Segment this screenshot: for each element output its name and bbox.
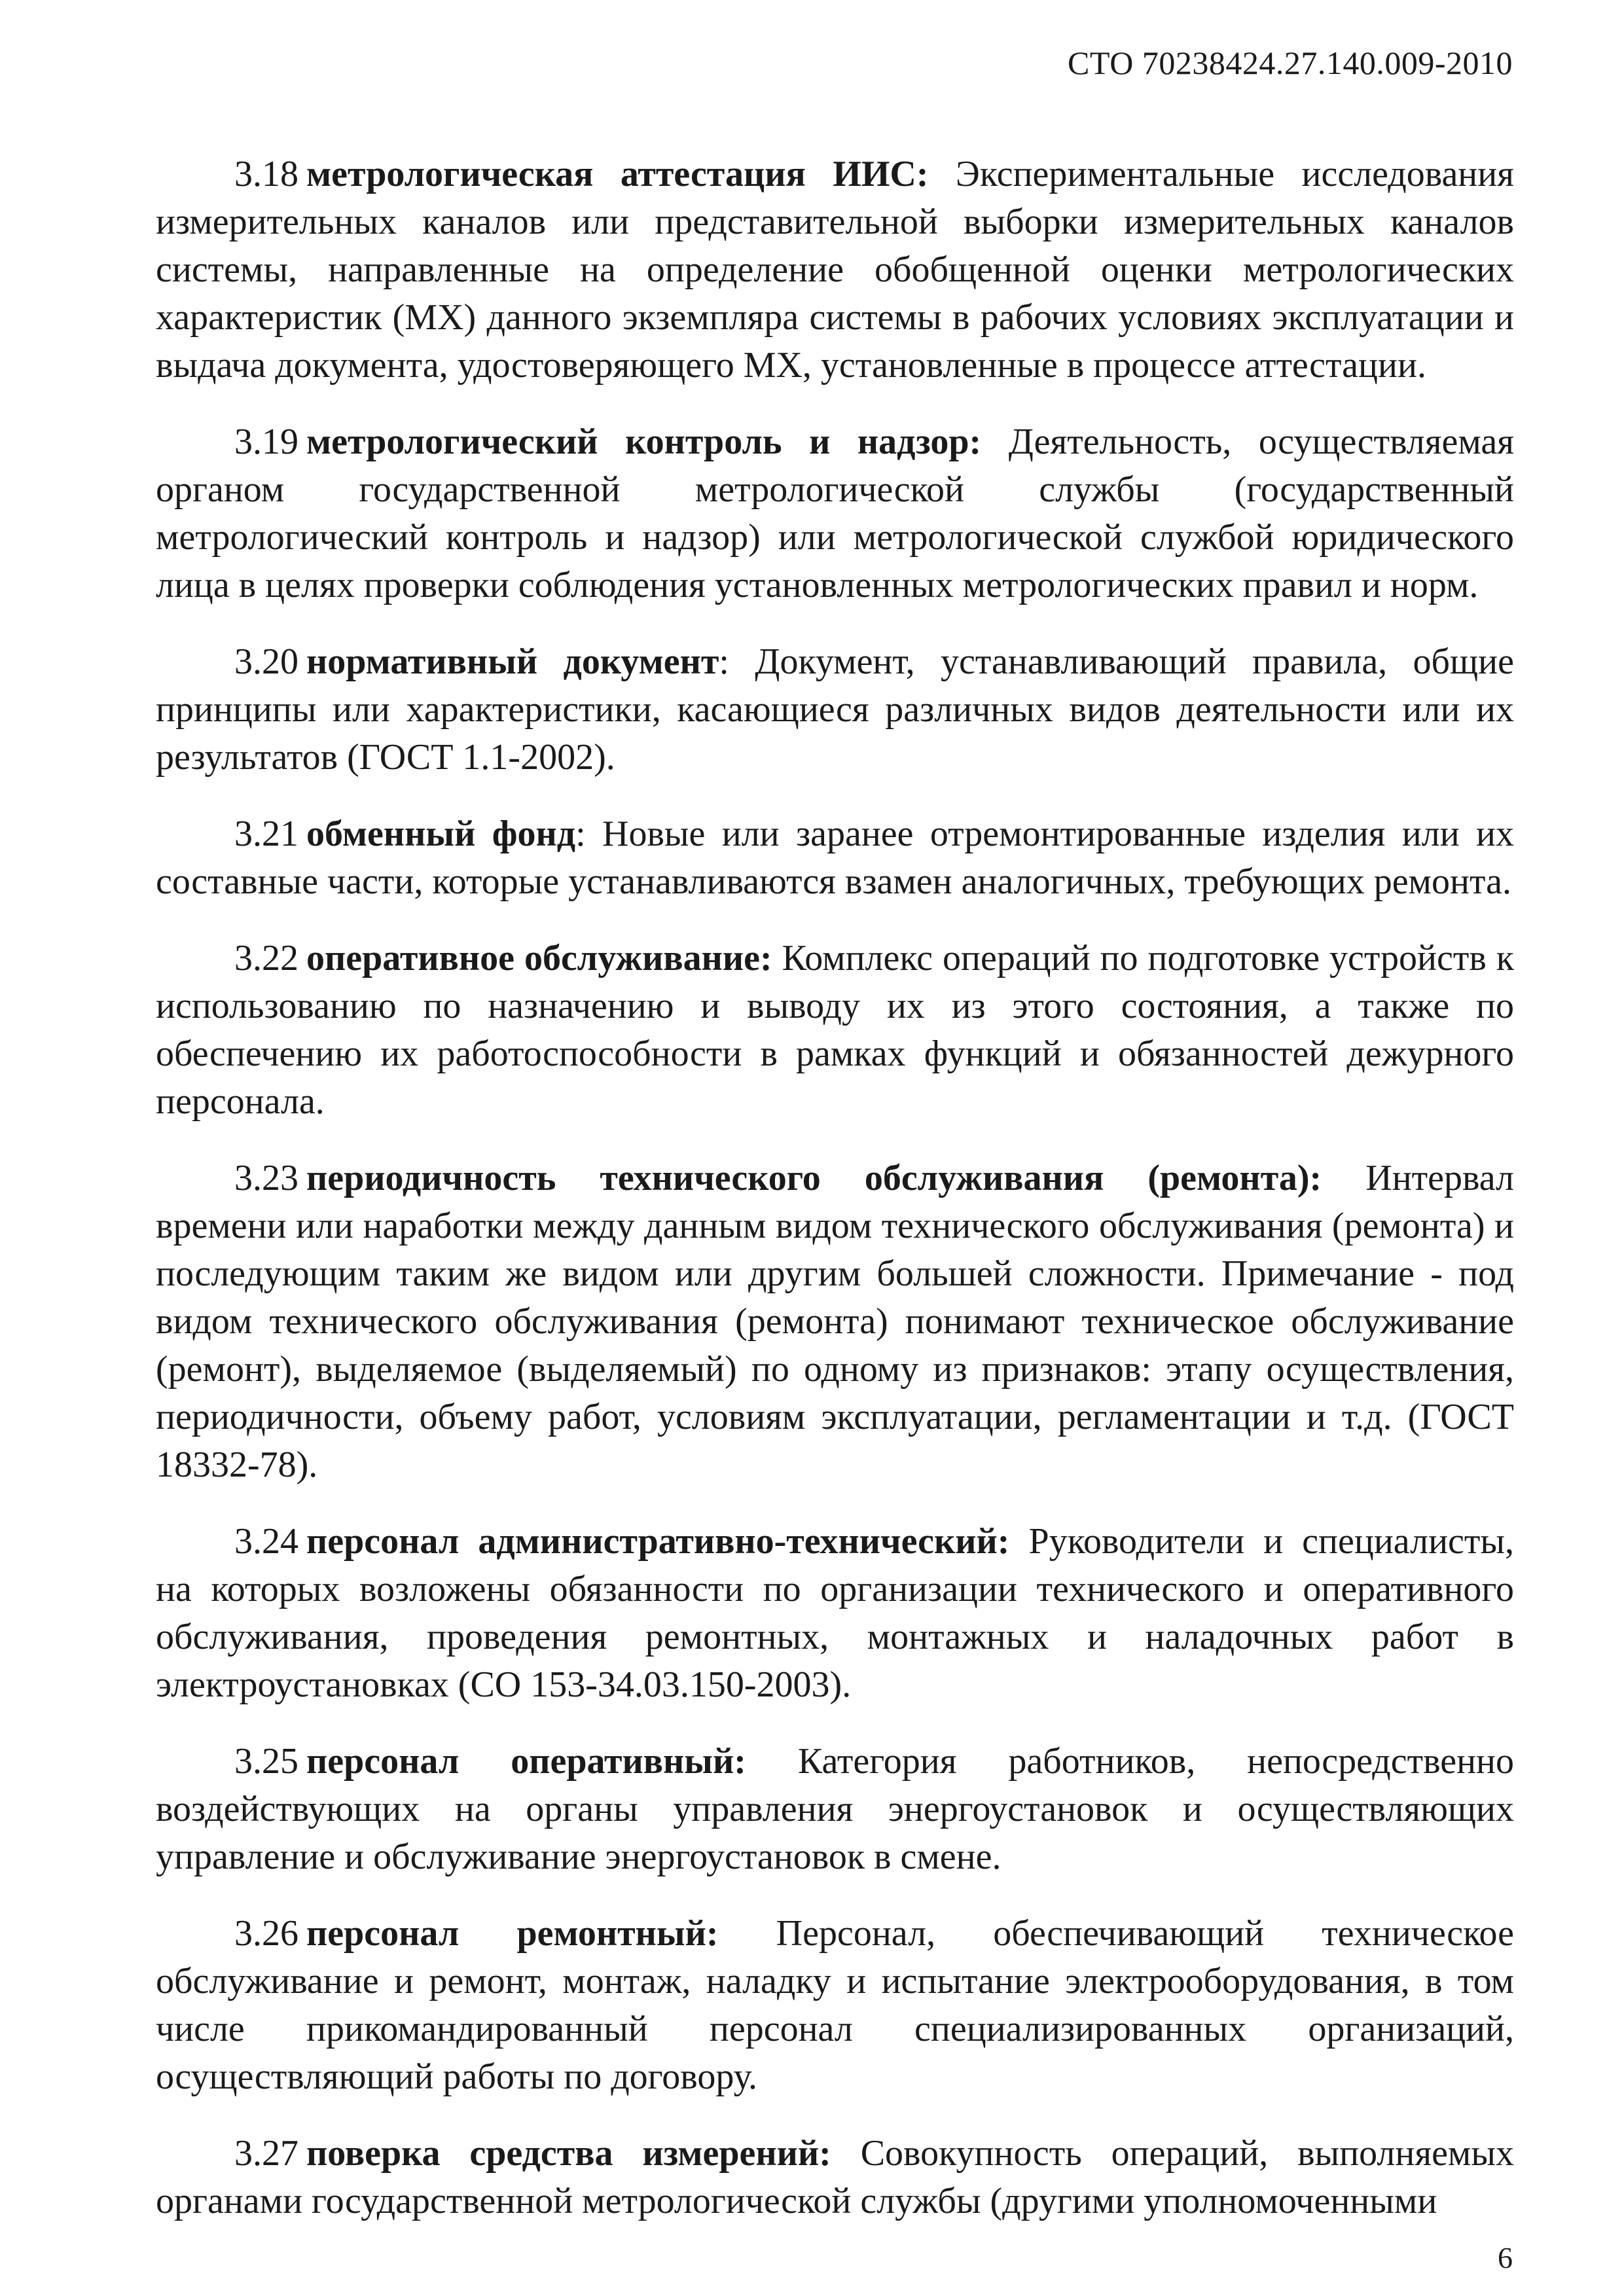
definition-entry-3-19 [156,418,1514,609]
entry-number: 3.19 [234,422,298,462]
entry-text: Совокупность операций, выполняемых органами государственной метрологической службы (другими уполномоченными [156,2133,1514,2221]
entry-text: : Документ, устанавливающий правила, общие принципы или характеристики, касающиеся различных видов деятельности или их результатов (ГОСТ 1.1-2002). [156,641,1514,778]
definition-entry-3-25 [156,1738,1514,1881]
entry-term: нормативный документ [306,641,719,682]
entry-term: персонал административно-технический: [306,1521,1010,1562]
entry-text: Персонал, обеспечивающий техническое обслуживание и ремонт, монтаж, наладку и испытание электрооборудования, в том числе прикомандированный персонал специализированных организаций, осуществляющий работы по договору. [156,1913,1514,2097]
entry-text: Экспериментальные исследования измерительных каналов или представительной выборки измерительных каналов системы, направленные на определение обобщенной оценки метрологических характеристик (МХ) данного экземпляра системы в рабочих условиях эксплуатации и выдача документа, удостоверяющего МХ, установленные в процессе аттестации. [156,154,1514,386]
entry-number: 3.21 [234,814,298,854]
entry-term: персонал оперативный: [306,1741,746,1782]
document-code-header: СТО 70238424.27.140.009-2010 [1068,45,1513,81]
entry-text: Деятельность, осуществляемая органом государственной метрологической службы (государственный метрологический контроль и надзор) или метрологической службой юридического лица в целях проверки соблюдения установленных метрологических правил и норм. [156,422,1514,605]
entry-number: 3.24 [234,1521,298,1562]
definition-entry-3-23 [156,1155,1514,1489]
entry-text: Комплекс операций по подготовке устройств к использованию по назначению и выводу их из этого состояния, а также по обеспечению их работоспособности в рамках функций и обязанностей дежурного персонала. [156,938,1514,1122]
definition-entry-3-20 [156,638,1514,781]
entry-term: периодичность технического обслуживания (ремонта): [306,1158,1322,1198]
entry-number: 3.27 [234,2133,298,2174]
entry-text: : Новые или заранее отремонтированные изделия или их составные части, которые устанавливаются взамен аналогичных, требующих ремонта. [156,814,1514,902]
entry-term: метрологический контроль и надзор: [306,422,982,462]
entry-text: Интервал времени или наработки между данным видом технического обслуживания (ремонта) и последующим таким же видом или другим большей сложности. Примечание - под видом технического обслуживания (ремонта) понимают техническое обслуживание (ремонт), выделяемое (выделяемый) по одному из признаков: этапу осуществления, периодичности, объему работ, условиям эксплуатации, регламентации и т.д. (ГОСТ 18332-78). [156,1158,1515,1485]
definition-entry-3-22 [156,935,1514,1126]
entry-term: поверка средства измерений: [306,2133,831,2174]
definition-entry-3-18 [156,151,1514,389]
definition-entry-3-24 [156,1518,1514,1709]
definition-entry-3-27 [156,2130,1514,2225]
entry-number: 3.22 [234,938,298,978]
definitions-list [156,151,1514,2254]
entry-term: метрологическая аттестация ИИС: [306,154,929,194]
entry-text: Руководители и специалисты, на которых возложены обязанности по организации технического и оперативного обслуживания, проведения ремонтных, монтажных и наладочных работ в электроустановках (СО 153-34.03.150-2003). [156,1521,1514,1705]
entry-number: 3.20 [234,641,298,682]
entry-number: 3.18 [234,154,298,194]
entry-number: 3.23 [234,1158,298,1198]
definition-entry-3-26 [156,1910,1514,2101]
page-number: 6 [1498,2241,1513,2274]
definition-entry-3-21 [156,810,1514,906]
entry-text: Категория работников, непосредственно воздействующих на органы управления энергоустановок и осуществляющих управление и обслуживание энергоустановок в смене. [156,1741,1515,1877]
entry-number: 3.25 [234,1741,298,1782]
entry-number: 3.26 [234,1913,298,1954]
entry-term: оперативное обслуживание: [306,938,772,978]
entry-term: обменный фонд [306,814,576,854]
entry-term: персонал ремонтный: [306,1913,719,1954]
